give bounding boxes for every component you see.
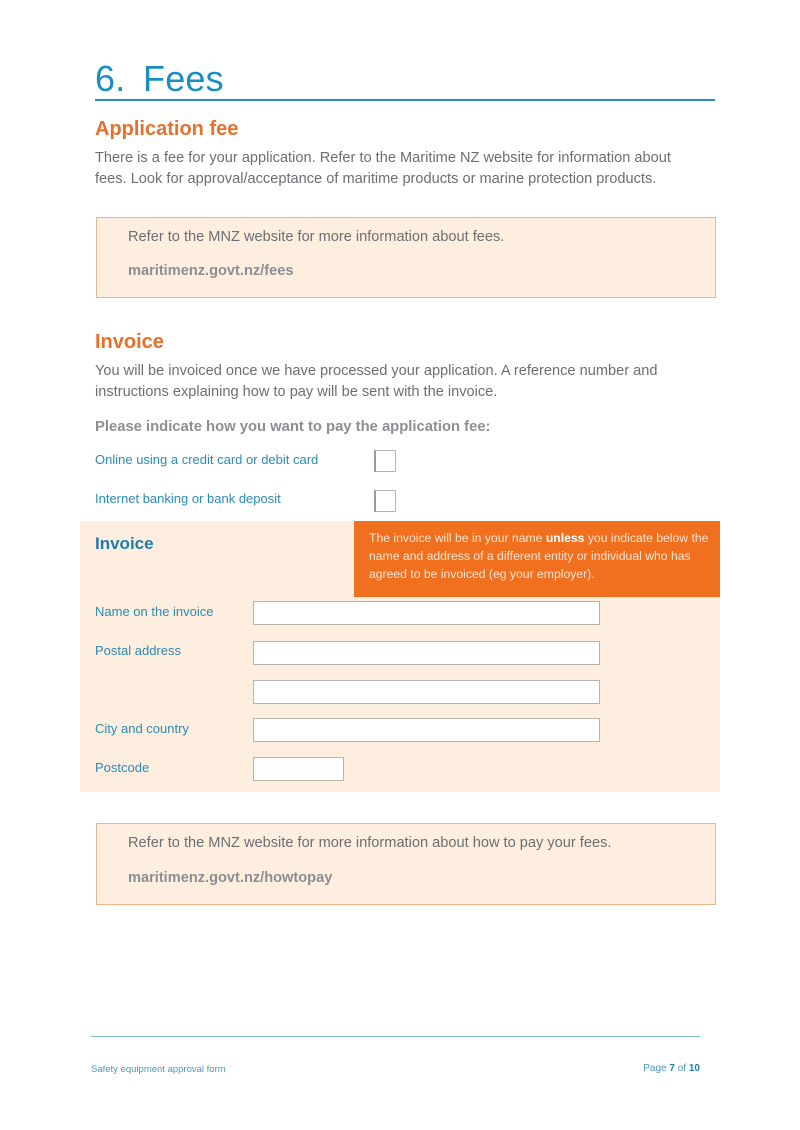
payment-method-question: Please indicate how you want to pay the application fee:: [95, 419, 491, 435]
option-bank-deposit-label: Internet banking or bank deposit: [95, 491, 281, 506]
howtopay-info-text: Refer to the MNZ website for more information about how to pay your fees.: [128, 835, 612, 851]
invoice-note-emphasis: unless: [545, 531, 585, 545]
application-fee-heading: Application fee: [95, 118, 239, 140]
invoice-note-text-pre: The invoice will be in your name: [369, 531, 546, 545]
page-current: 7: [669, 1063, 675, 1074]
city-country-label: City and country: [95, 721, 189, 736]
section-title-text: Fees: [143, 58, 224, 99]
credit-card-checkbox[interactable]: [374, 450, 396, 472]
fees-info-text: Refer to the MNZ website for more information about fees.: [128, 229, 505, 245]
city-country-input[interactable]: [253, 718, 600, 742]
bank-deposit-checkbox[interactable]: [374, 490, 396, 512]
application-fee-body-line2: fees. Look for approval/acceptance of maritime products or marine protection products.: [95, 171, 657, 187]
invoice-note: [354, 521, 720, 597]
footer-divider: [91, 1036, 700, 1037]
section-title: [95, 55, 224, 103]
name-on-invoice-label: Name on the invoice: [95, 604, 214, 619]
invoice-panel-title: Invoice: [95, 534, 154, 553]
page-indicator: [643, 1063, 700, 1074]
option-credit-card-label: Online using a credit card or debit card: [95, 452, 319, 467]
howtopay-link[interactable]: maritimenz.govt.nz/howtopay: [128, 870, 333, 886]
page-prefix: Page: [643, 1063, 670, 1074]
postcode-input[interactable]: [253, 757, 344, 781]
invoice-body-line2: instructions explaining how to pay will be sent with the invoice.: [95, 384, 498, 400]
page-of: of: [674, 1063, 689, 1074]
postcode-label: Postcode: [95, 760, 150, 775]
title-divider: [95, 99, 715, 101]
invoice-heading: Invoice: [95, 331, 164, 353]
section-number: 6.: [95, 58, 126, 99]
invoice-note-text-post: you indicate below the name and address of a different entity or individual who has agreed to be invoiced (eg your employer).: [369, 531, 709, 581]
application-fee-body-line1: There is a fee for your application. Refer to the Maritime NZ website for information about: [95, 150, 671, 166]
fees-info-box: [96, 217, 716, 298]
howtopay-info-box: [96, 823, 716, 905]
fees-link[interactable]: maritimenz.govt.nz/fees: [128, 263, 294, 279]
page-total: 10: [688, 1063, 700, 1074]
postal-address-line1-input[interactable]: [253, 641, 600, 665]
invoice-body-line1: You will be invoiced once we have processed your application. A reference number and: [95, 363, 658, 379]
postal-address-label: Postal address: [95, 643, 181, 658]
footer-form-name: Safety equipment approval form: [91, 1064, 226, 1075]
name-on-invoice-input[interactable]: [253, 601, 600, 625]
postal-address-line2-input[interactable]: [253, 680, 600, 704]
